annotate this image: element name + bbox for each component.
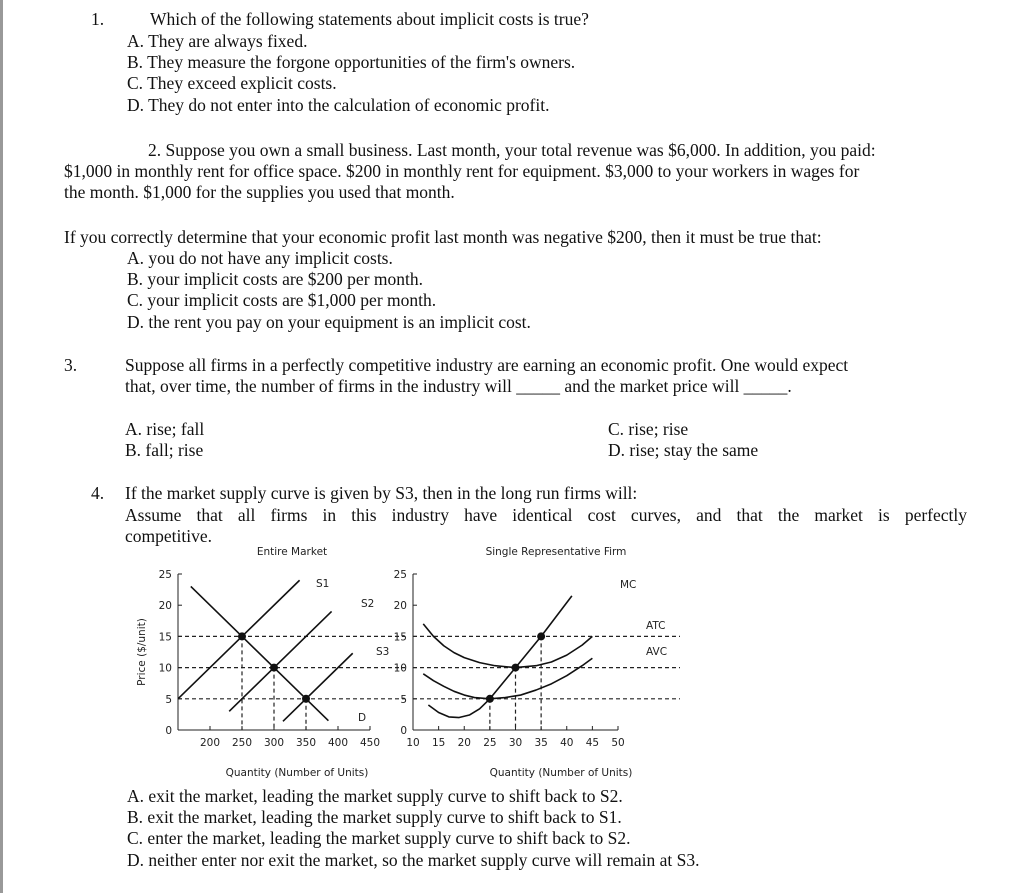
equilibrium-point <box>270 664 278 672</box>
x-tick-label: 250 <box>231 737 253 749</box>
curve-avc <box>423 658 592 699</box>
q1-option-b: B. They measure the forgone opportunities of the firm's owners. <box>127 52 576 72</box>
q4-line-2: Assume that all firms in this industry have identical cost curves, and that the market is perfectly <box>125 505 967 525</box>
q1-option-a: A. They are always fixed. <box>127 31 308 51</box>
x-tick-label: 350 <box>295 737 317 749</box>
equilibrium-point <box>512 664 520 672</box>
x-tick-label: 300 <box>263 737 285 749</box>
equilibrium-point <box>486 695 494 703</box>
x-tick-label: 30 <box>508 737 523 749</box>
y-axis-label: Price ($/unit) <box>136 618 148 686</box>
curve-label-mc: MC <box>620 579 637 591</box>
q2-option-d: D. the rent you pay on your equipment is an implicit cost. <box>127 312 531 332</box>
equilibrium-point <box>302 695 310 703</box>
q3-line-1: Suppose all firms in a perfectly competitive industry are earning an economic profit. One would expect <box>125 355 849 375</box>
q4-line-3: competitive. <box>125 526 212 546</box>
y-tick-label: 15 <box>393 631 407 644</box>
q4-option-a: A. exit the market, leading the market supply curve to shift back to S2. <box>127 786 623 806</box>
q2-line-1: 2. Suppose you own a small business. Last month, your total revenue was $6,000. In addition, you paid: <box>148 140 876 160</box>
q4-option-d: D. neither enter nor exit the market, so the market supply curve will remain at S3. <box>127 850 700 870</box>
q3-option-b: B. fall; rise <box>125 440 204 460</box>
q2-prompt: If you correctly determine that your economic profit last month was negative $200, then it must be true that: <box>64 227 822 247</box>
q2-line-3: the month. $1,000 for the supplies you used that month. <box>64 182 455 202</box>
y-tick-label: 25 <box>158 569 172 581</box>
x-tick-label: 200 <box>199 737 221 749</box>
q2-option-a: A. you do not have any implicit costs. <box>127 248 393 268</box>
q3-number: 3. <box>64 355 78 375</box>
x-axis-label: Quantity (Number of Units) <box>225 767 369 779</box>
equilibrium-point <box>537 632 545 640</box>
y-tick-label: 0 <box>400 725 407 737</box>
curve-label-d: D <box>358 712 367 724</box>
chart-title: Single Representative Firm <box>485 546 627 558</box>
x-tick-label: 25 <box>483 737 497 749</box>
curve-atc <box>423 624 592 668</box>
q4-line-1: If the market supply curve is given by S3, then in the long run firms will: <box>125 483 638 503</box>
y-tick-label: 0 <box>165 725 172 737</box>
y-tick-label: 5 <box>400 693 407 706</box>
x-tick-label: 50 <box>611 737 625 749</box>
q4-number: 4. <box>91 483 105 503</box>
q3-option-d: D. rise; stay the same <box>608 440 759 460</box>
y-tick-label: 5 <box>165 693 172 706</box>
q2-line-2: $1,000 in monthly rent for office space. $200 in monthly rent for equipment. $3,000 to your workers in wages for <box>64 161 860 181</box>
q4-option-b: B. exit the market, leading the market supply curve to shift back to S1. <box>127 807 622 827</box>
x-tick-label: 10 <box>406 737 420 749</box>
x-tick-label: 15 <box>431 737 446 749</box>
q1-option-c: C. They exceed explicit costs. <box>127 73 337 93</box>
chart-title: Entire Market <box>256 546 328 558</box>
q3-option-a: A. rise; fall <box>125 419 205 439</box>
curve-s2 <box>229 611 331 711</box>
q2-option-b: B. your implicit costs are $200 per month. <box>127 269 423 289</box>
x-tick-label: 40 <box>560 737 574 749</box>
y-tick-label: 15 <box>158 631 172 644</box>
x-tick-label: 400 <box>327 737 349 749</box>
q4-option-c: C. enter the market, leading the market supply curve to shift back to S2. <box>127 828 631 848</box>
q3-line-2: that, over time, the number of firms in the industry will _____ and the market price will _____. <box>125 376 792 396</box>
x-tick-label: 20 <box>457 737 471 749</box>
q1-number: 1. <box>91 9 105 29</box>
x-tick-label: 45 <box>585 737 600 749</box>
x-tick-label: 450 <box>359 737 381 749</box>
q1-option-d: D. They do not enter into the calculation of economic profit. <box>127 95 550 115</box>
curve-label-s3: S3 <box>376 646 390 658</box>
curve-label-avc: AVC <box>646 646 668 658</box>
y-tick-label: 25 <box>393 569 407 581</box>
curve-label-s1: S1 <box>316 578 330 590</box>
curve-label-s2: S2 <box>361 598 375 610</box>
curve-s1 <box>178 580 300 699</box>
y-tick-label: 10 <box>393 662 407 675</box>
x-axis-label: Quantity (Number of Units) <box>489 767 633 779</box>
q1-text: Which of the following statements about implicit costs is true? <box>150 9 589 29</box>
y-tick-label: 10 <box>158 662 172 675</box>
y-tick-label: 20 <box>158 600 172 613</box>
equilibrium-point <box>238 632 246 640</box>
curve-label-atc: ATC <box>646 620 666 632</box>
x-tick-label: 35 <box>534 737 548 749</box>
q2-option-c: C. your implicit costs are $1,000 per month. <box>127 290 437 310</box>
q3-option-c: C. rise; rise <box>608 419 689 439</box>
y-tick-label: 20 <box>393 600 407 613</box>
